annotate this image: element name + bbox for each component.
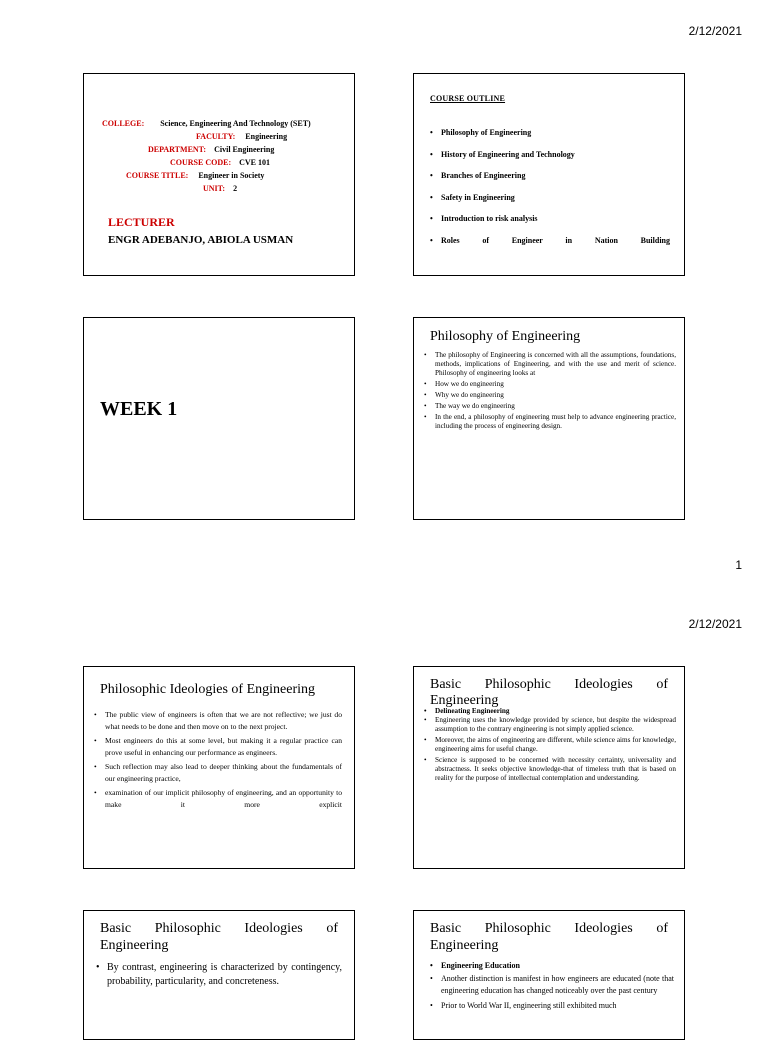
- bullet-item: • Such reflection may also lead to deeper thinking about the fundamentals of our engineering practice,: [94, 761, 342, 784]
- slide-course-cover: [83, 73, 355, 276]
- course-code-row: [170, 158, 355, 168]
- lecturer-label: LECTURER: [108, 215, 175, 229]
- course-code-value: CVE 101: [239, 158, 271, 167]
- slide-title: Basic Philosophic Ideologies of Engineering: [430, 921, 668, 953]
- slide-philosophy-of-engineering: [413, 317, 685, 520]
- ideologies-bullets: [94, 709, 342, 813]
- slide-basic-ideologies-1: [413, 666, 685, 869]
- bullet-item: • Most engineers do this at some level, but making it a regular practice can prove useful in enhancing our performance as engineers.: [94, 735, 342, 758]
- course-title-value: Engineer in Society: [198, 171, 265, 180]
- slide-title: Basic Philosophic Ideologies of Engineering: [100, 921, 338, 953]
- slide-philosophic-ideologies: [83, 666, 355, 869]
- outline-item: • History of Engineering and Technology: [430, 150, 670, 160]
- bullet-item: • Prior to World War II, engineering still exhibited much: [430, 1000, 674, 1012]
- page-date: 2/12/2021: [688, 617, 742, 631]
- subheading: • Engineering Education: [430, 960, 674, 972]
- department-label: DEPARTMENT:: [148, 145, 207, 154]
- bullet-item: • How we do engineering: [424, 380, 676, 389]
- faculty-value: Engineering: [245, 132, 288, 141]
- bullet-item: • Moreover, the aims of engineering are different, while science aims for knowledge, engineering aims for useful change.: [424, 736, 676, 754]
- bullet-item: • Engineering uses the knowledge provided by science, but despite the widespread assumption to the contrary engineering is not simply applied science.: [424, 716, 676, 734]
- bullet-item: • In the end, a philosophy of engineering must help to advance engineering practice, including the process of engineering design.: [424, 413, 676, 431]
- bullet-item: • Science is supposed to be concerned with necessity certainty, universality and abstractness. It seeks objective knowledge-that of timeless truth that is based on reality for the purpose of intellectual contemplation and understanding.: [424, 756, 676, 783]
- bullet-item: • The public view of engineers is often that we are not reflective; we just do what needs to be done and then move on to the next project.: [94, 709, 342, 732]
- slide-title: Philosophy of Engineering: [430, 329, 581, 344]
- outline-item: • Roles of Engineer in Nation Building: [430, 236, 670, 246]
- outline-item: • Introduction to risk analysis: [430, 214, 670, 224]
- outline-item: • Safety in Engineering: [430, 193, 670, 203]
- department-value: Civil Engineering: [214, 145, 275, 154]
- slide-course-outline: [413, 73, 685, 276]
- bullet-item: • Another distinction is manifest in how engineers are educated (note that engineering education has changed noticeably over the past century: [430, 973, 674, 997]
- outline-title: COURSE OUTLINE: [430, 94, 506, 103]
- basic1-bullets: [424, 707, 676, 785]
- page-number: 1: [735, 558, 742, 572]
- philosophy-bullets: [424, 351, 676, 433]
- page-date: 2/12/2021: [688, 24, 742, 38]
- unit-value: 2: [233, 184, 238, 193]
- faculty-label: FACULTY:: [196, 132, 236, 141]
- bullet-item: • The way we do engineering: [424, 402, 676, 411]
- course-title-label: COURSE TITLE:: [126, 171, 189, 180]
- outline-list: [430, 128, 670, 257]
- unit-row: [203, 184, 355, 194]
- college-row: [102, 119, 355, 129]
- week-title: WEEK 1: [100, 398, 178, 420]
- basic2-bullets: [96, 961, 342, 991]
- slide-title: Basic Philosophic Ideologies of Engineering: [430, 677, 668, 708]
- bullet-item: • examination of our implicit philosophy of engineering, and an opportunity to make it more explicit: [94, 787, 342, 810]
- bullet-item: • By contrast, engineering is characterized by contingency, probability, particularity, and concreteness.: [96, 961, 342, 988]
- bullet-item: • Why we do engineering: [424, 391, 676, 400]
- slide-week: [83, 317, 355, 520]
- unit-label: UNIT:: [203, 184, 226, 193]
- course-title-row: [126, 171, 355, 181]
- slide-basic-ideologies-2: [83, 910, 355, 1040]
- bullet-item: • The philosophy of Engineering is concerned with all the assumptions, foundations, methods, implications of Engineering, and with the use and merit of science. Philosophy of engineering looks at: [424, 351, 676, 378]
- college-value: Science, Engineering And Technology (SET): [160, 119, 311, 128]
- lecturer-name: ENGR ADEBANJO, ABIOLA USMAN: [108, 234, 294, 246]
- subheading: • Delineating Engineering: [424, 707, 676, 716]
- basic3-bullets: [430, 960, 674, 1015]
- faculty-row: [196, 132, 355, 142]
- course-code-label: COURSE CODE:: [170, 158, 232, 167]
- slide-basic-ideologies-3: [413, 910, 685, 1040]
- outline-item: • Philosophy of Engineering: [430, 128, 670, 138]
- department-row: [148, 145, 355, 155]
- college-label: COLLEGE:: [102, 119, 145, 128]
- slide-title: Philosophic Ideologies of Engineering: [100, 682, 316, 697]
- outline-item: • Branches of Engineering: [430, 171, 670, 181]
